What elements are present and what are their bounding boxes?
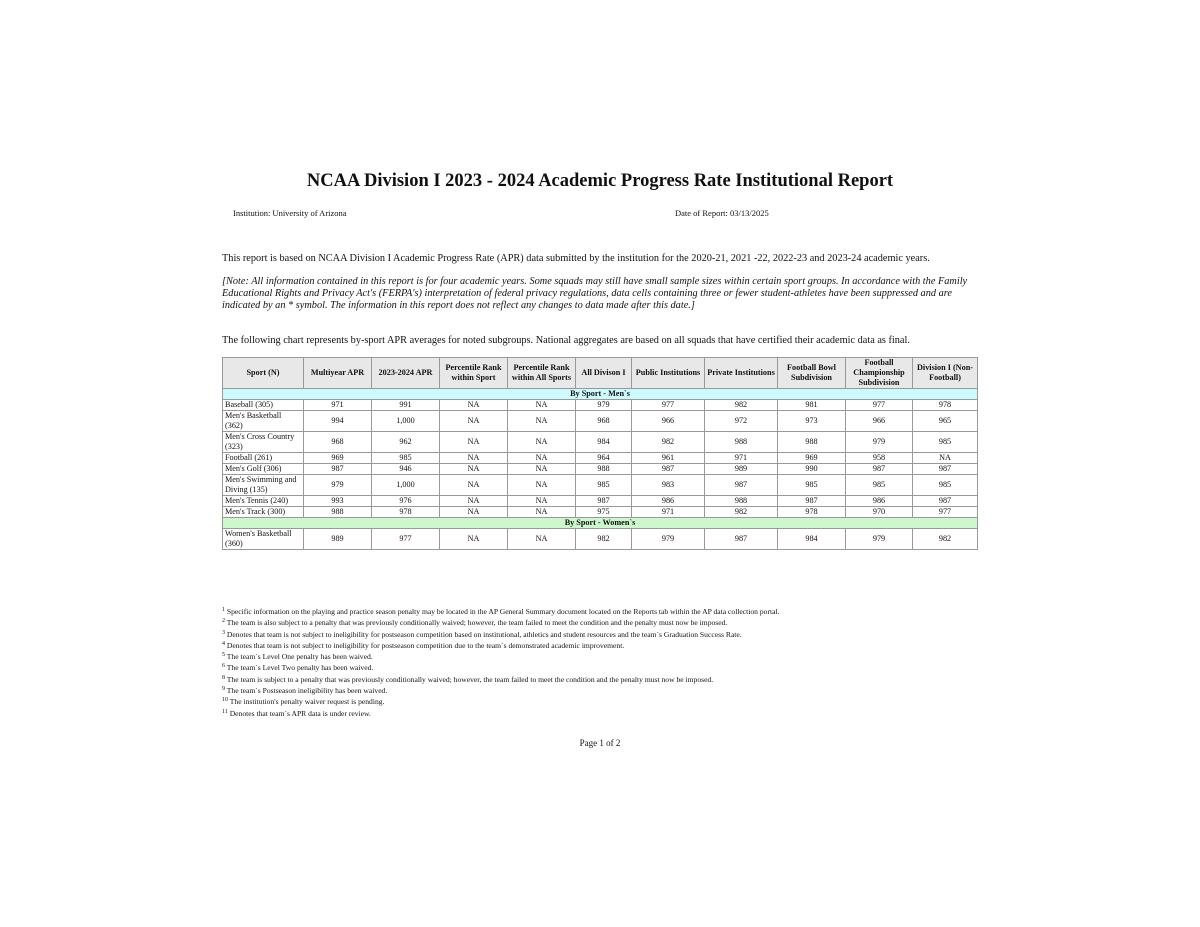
section-row — [223, 518, 978, 529]
table-cell: 982 — [705, 507, 778, 518]
table-row — [223, 400, 978, 411]
sport-name: Men's Golf (306) — [223, 464, 304, 475]
table-cell: 982 — [913, 529, 978, 550]
footnote-text: Denotes that team is not subject to ineligibility for postseason competition based on institutional, athletics and student resources and the team`s Graduation Success Rate. — [226, 629, 742, 639]
table-cell: NA — [440, 432, 508, 453]
column-header: Private Institutions — [705, 358, 778, 389]
footnote-number: 2 — [222, 618, 225, 625]
table-cell: 984 — [576, 432, 632, 453]
table-cell: NA — [440, 475, 508, 496]
column-header: 2023-2024 APR — [372, 358, 440, 389]
sport-name: Men's Basketball (362) — [223, 411, 304, 432]
table-cell: 985 — [913, 475, 978, 496]
table-cell: NA — [508, 529, 576, 550]
footnote — [222, 708, 779, 719]
table-cell: 988 — [304, 507, 372, 518]
column-header: Percentile Rank within Sport — [440, 358, 508, 389]
table-cell: NA — [440, 507, 508, 518]
table-cell: 989 — [304, 529, 372, 550]
table-cell: 988 — [705, 496, 778, 507]
table-cell: 973 — [778, 411, 846, 432]
table-cell: NA — [508, 400, 576, 411]
table-cell: NA — [508, 453, 576, 464]
footnote-number: 6 — [222, 663, 225, 670]
table-cell: 985 — [913, 432, 978, 453]
table-cell: 982 — [632, 432, 705, 453]
table-cell: 964 — [576, 453, 632, 464]
table-cell: 984 — [778, 529, 846, 550]
table-cell: 985 — [372, 453, 440, 464]
institution-label: Institution: University of Arizona — [233, 208, 347, 218]
table-row — [223, 464, 978, 475]
table-cell: NA — [508, 507, 576, 518]
table-cell: 971 — [705, 453, 778, 464]
footnote-text: The team`s Level Two penalty has been waived. — [226, 663, 374, 673]
column-header: Division I (Non-Football) — [913, 358, 978, 389]
table-cell: 975 — [576, 507, 632, 518]
table-cell: 985 — [846, 475, 913, 496]
table-cell: 976 — [372, 496, 440, 507]
table-cell: 969 — [304, 453, 372, 464]
footnote-number: 5 — [222, 652, 225, 659]
column-header: Sport (N) — [223, 358, 304, 389]
table-cell: 982 — [576, 529, 632, 550]
table-cell: 988 — [576, 464, 632, 475]
table-cell: 958 — [846, 453, 913, 464]
column-header: Public Institutions — [632, 358, 705, 389]
footnote-text: The team`s Postseason ineligibility has been waived. — [226, 686, 388, 696]
table-cell: NA — [508, 411, 576, 432]
table-cell: 987 — [705, 529, 778, 550]
footnote-text: Specific information on the playing and practice season penalty may be located in the AP General Summary document located on the Reports tab within the AP data collection portal. — [226, 607, 780, 616]
table-cell: 981 — [778, 400, 846, 411]
table-cell: NA — [440, 411, 508, 432]
table-cell: 978 — [778, 507, 846, 518]
table-cell: 971 — [632, 507, 705, 518]
table-row — [223, 411, 978, 432]
footnote-text: The team is also subject to a penalty that was previously conditionally waived; however, the team failed to meet the condition and the penalty must now be imposed. — [226, 618, 728, 628]
footnote-number: 11 — [222, 708, 228, 715]
table-cell: NA — [508, 475, 576, 496]
table-cell: 986 — [846, 496, 913, 507]
table-cell: 988 — [778, 432, 846, 453]
footnote-number: 1 — [222, 607, 225, 613]
footnote — [222, 662, 779, 673]
table-row — [223, 507, 978, 518]
footnote-text: The team is subject to a penalty that was previously conditionally waived; however, the team failed to meet the condition and the penalty must now be imposed. — [226, 674, 714, 684]
table-cell: 1,000 — [372, 475, 440, 496]
section-label: By Sport - Men`s — [223, 389, 978, 400]
table-cell: NA — [508, 432, 576, 453]
chart-intro: The following chart represents by-sport APR averages for noted subgroups. National aggregates are based on all squads that have certified their academic data as final. — [222, 335, 910, 346]
table-cell: 968 — [304, 432, 372, 453]
footnote — [222, 629, 779, 640]
footnote — [222, 617, 779, 628]
table-cell: NA — [508, 496, 576, 507]
table-cell: NA — [440, 400, 508, 411]
footnote — [222, 685, 779, 696]
table-cell: 979 — [576, 400, 632, 411]
table-cell: NA — [440, 453, 508, 464]
sport-name: Women's Basketball (360) — [223, 529, 304, 550]
table-cell: 977 — [372, 529, 440, 550]
table-cell: 946 — [372, 464, 440, 475]
footnote-number: 4 — [222, 640, 225, 647]
table-cell: 978 — [913, 400, 978, 411]
table-row — [223, 432, 978, 453]
table-row — [223, 475, 978, 496]
table-cell: 977 — [913, 507, 978, 518]
footnote-number: 10 — [222, 697, 228, 704]
report-date: Date of Report: 03/13/2025 — [675, 208, 769, 218]
privacy-note: [Note: All information contained in this report is for four academic years. Some squads may still have small sample sizes within certain sport groups. In accordance with the Family Educational Rights and Privacy Act's (FERPA's) interpretation of federal privacy regulations, data cells containing three or fewer student-athletes have been suppressed and are indicated by an * symbol. The information in this report does not reflect any changes to data made after this date.] — [222, 276, 968, 311]
table-cell: 991 — [372, 400, 440, 411]
table-cell: 969 — [778, 453, 846, 464]
sport-name: Football (261) — [223, 453, 304, 464]
table-cell: 987 — [778, 496, 846, 507]
table-cell: 994 — [304, 411, 372, 432]
table-cell: 986 — [632, 496, 705, 507]
table-cell: 977 — [632, 400, 705, 411]
sport-name: Men's Swimming and Diving (135) — [223, 475, 304, 496]
table-cell: 961 — [632, 453, 705, 464]
table-cell: NA — [508, 464, 576, 475]
table-cell: 971 — [304, 400, 372, 411]
column-header: Percentile Rank within All Sports — [508, 358, 576, 389]
footnote-text: The institution's penalty waiver request is pending. — [229, 697, 385, 707]
table-cell: 979 — [846, 529, 913, 550]
table-cell: 962 — [372, 432, 440, 453]
table-cell: 985 — [778, 475, 846, 496]
table-cell: 972 — [705, 411, 778, 432]
table-cell: 966 — [632, 411, 705, 432]
footnote-number: 3 — [222, 629, 225, 636]
footnote — [222, 696, 779, 707]
table-cell: 965 — [913, 411, 978, 432]
footnote-text: The team`s Level One penalty has been waived. — [226, 652, 373, 662]
table-cell: 989 — [705, 464, 778, 475]
sport-name: Men's Tennis (240) — [223, 496, 304, 507]
table-cell: 977 — [846, 400, 913, 411]
footnote-text: Denotes that team is not subject to ineligibility for postseason competition due to the team`s demonstrated academic improvement. — [226, 640, 625, 650]
footnote-number: 9 — [222, 686, 225, 693]
sport-name: Baseball (305) — [223, 400, 304, 411]
report-title: NCAA Division I 2023 - 2024 Academic Progress Rate Institutional Report — [306, 171, 894, 191]
table-cell: 987 — [632, 464, 705, 475]
table-cell: 966 — [846, 411, 913, 432]
table-cell: 993 — [304, 496, 372, 507]
table-cell: 987 — [913, 496, 978, 507]
sport-name: Men's Track (300) — [223, 507, 304, 518]
table-cell: 987 — [705, 475, 778, 496]
footnotes — [222, 606, 779, 719]
table-cell: 979 — [846, 432, 913, 453]
footnote — [222, 651, 779, 662]
column-header: Multiyear APR — [304, 358, 372, 389]
intro-paragraph: This report is based on NCAA Division I Academic Progress Rate (APR) data submitted by the institution for the 2020-21, 2021 -22, 2022-23 and 2023-24 academic years. — [222, 253, 930, 264]
table-cell: 988 — [705, 432, 778, 453]
table-cell: 987 — [913, 464, 978, 475]
table-cell: 979 — [304, 475, 372, 496]
table-cell: 982 — [705, 400, 778, 411]
footnote-number: 8 — [222, 674, 225, 681]
table-cell: 990 — [778, 464, 846, 475]
table-row — [223, 453, 978, 464]
table-cell: 979 — [632, 529, 705, 550]
table-cell: 987 — [846, 464, 913, 475]
table-row — [223, 496, 978, 507]
sport-name: Men's Cross Country (323) — [223, 432, 304, 453]
column-header: Football Championship Subdivision — [846, 358, 913, 389]
table-cell: 970 — [846, 507, 913, 518]
table-cell: 987 — [576, 496, 632, 507]
table-cell: 985 — [576, 475, 632, 496]
table-cell: 968 — [576, 411, 632, 432]
table-cell: 983 — [632, 475, 705, 496]
table-cell: 978 — [372, 507, 440, 518]
table-cell: NA — [440, 464, 508, 475]
footnote — [222, 674, 779, 685]
section-row — [223, 389, 978, 400]
footnote — [222, 640, 779, 651]
column-header: Football Bowl Subdivision — [778, 358, 846, 389]
section-label: By Sport - Women`s — [223, 518, 978, 529]
table-cell: NA — [913, 453, 978, 464]
footnote — [222, 606, 779, 617]
table-row — [223, 529, 978, 550]
apr-table — [222, 357, 978, 550]
page-number: Page 1 of 2 — [579, 738, 621, 748]
column-header: All Divison I — [576, 358, 632, 389]
table-cell: NA — [440, 496, 508, 507]
table-cell: NA — [440, 529, 508, 550]
table-cell: 1,000 — [372, 411, 440, 432]
table-cell: 987 — [304, 464, 372, 475]
footnote-text: Denotes that team`s APR data is under review. — [229, 708, 371, 718]
table-header-row — [223, 358, 978, 389]
